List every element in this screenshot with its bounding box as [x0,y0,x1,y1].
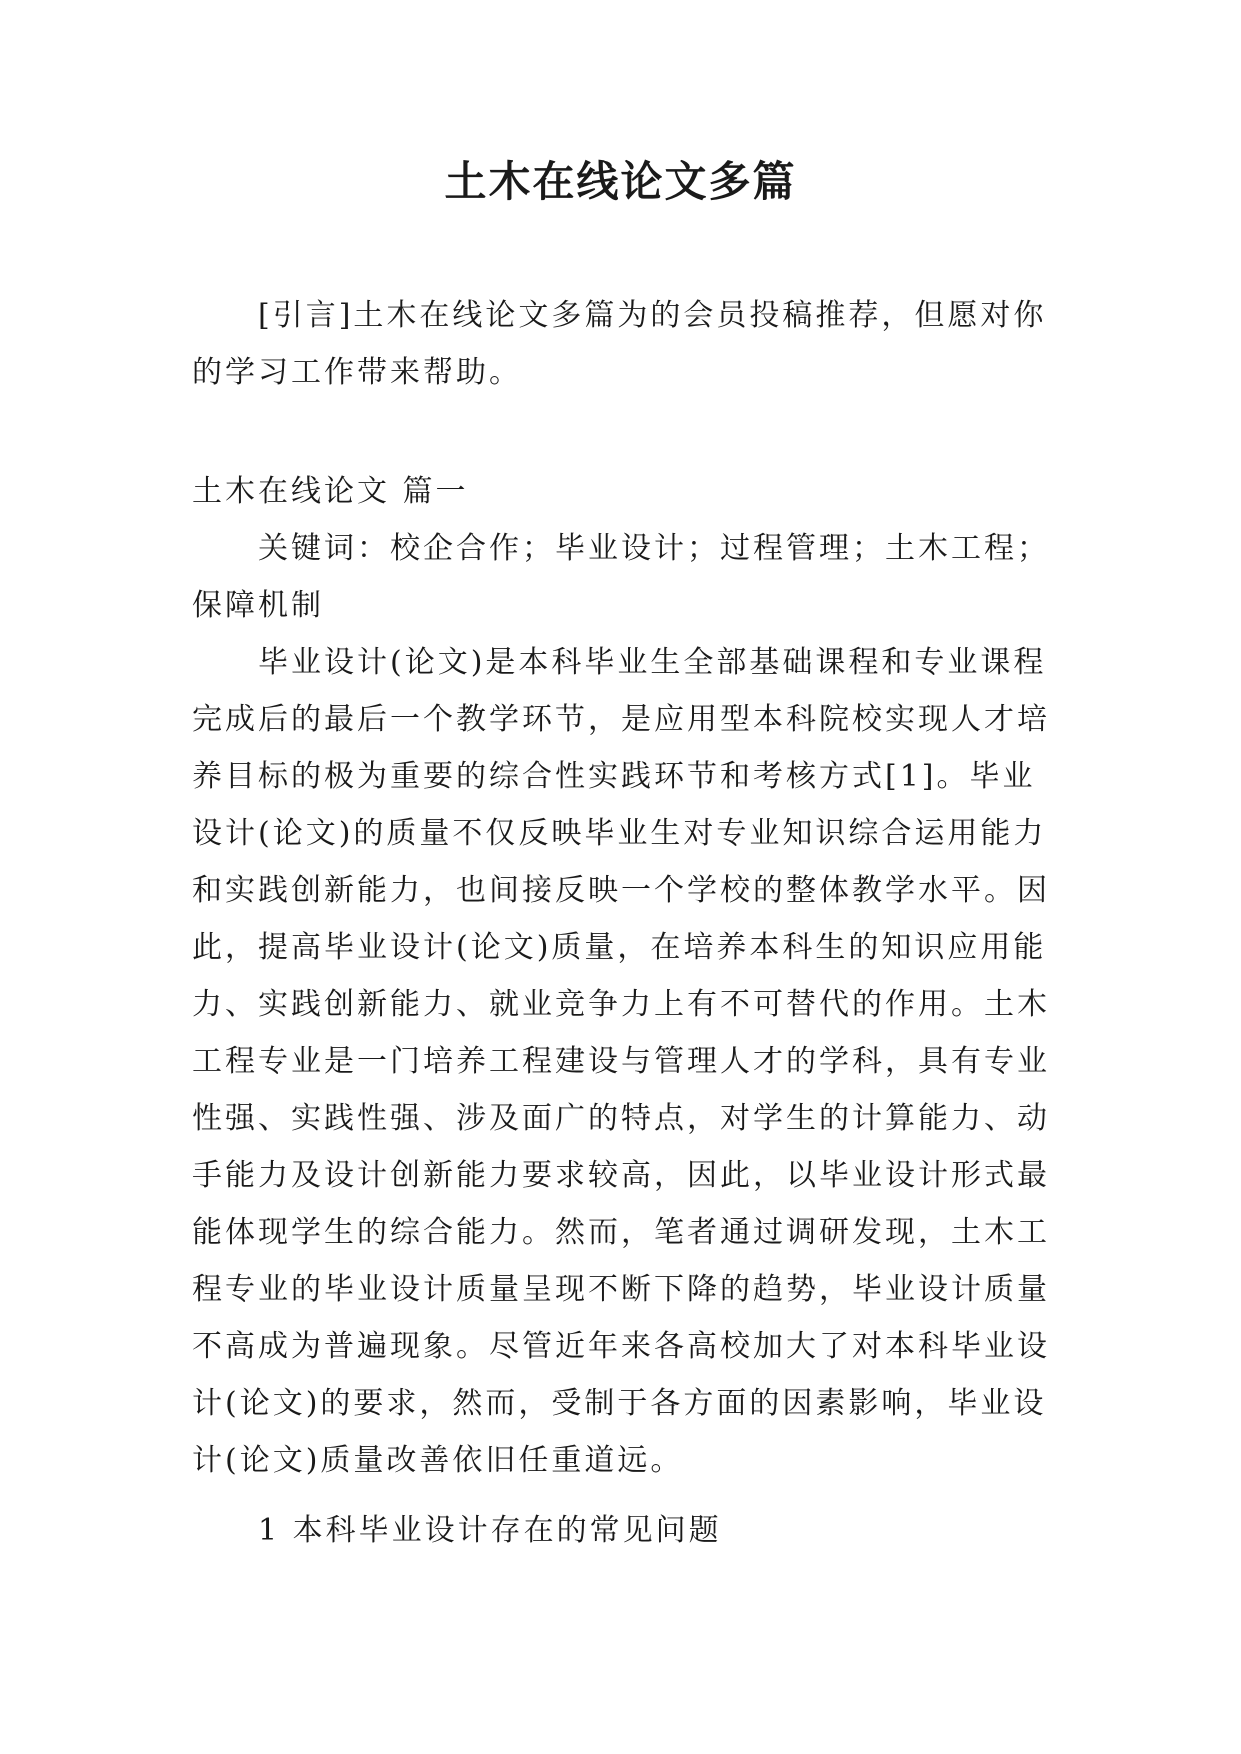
section-heading: 1 本科毕业设计存在的常见问题 [258,1513,722,1548]
body-paragraph: 毕业设计(论文)是本科毕业生全部基础课程和专业课程完成后的最后一个教学环节，是应用型本科院校实现人才培养目标的极为重要的综合性实践环节和考核方式[1]。毕业设计(论文)的质量不仅反映毕业生对专业知识综合运用能力和实践创新能力，也间接反映一个学校的整体教学水平。因此，提高毕业设计(论文)质量，在培养本科生的知识应用能力、实践创新能力、就业竞争力上有不可替代的作用。土木工程专业是一门培养工程建设与管理人才的学科，具有专业性强、实践性强、涉及面广的特点，对学生的计算能力、动手能力及设计创新能力要求较高，因此，以毕业设计形式最能体现学生的综合能力。然而，笔者通过调研发现，土木工程专业的毕业设计质量呈现不断下降的趋势，毕业设计质量不高成为普遍现象。尽管近年来各高校加大了对本科毕业设计(论文)的要求，然而，受制于各方面的因素影响，毕业设计(论文)质量改善依旧任重道远。 [192,645,1050,1478]
document-title: 土木在线论文多篇 [444,157,797,206]
intro-paragraph: [引言]土木在线论文多篇为的会员投稿推荐，但愿对你的学习工作带来帮助。 [192,298,1047,390]
article-heading: 土木在线论文 篇一 [192,474,469,509]
keywords-paragraph: 关键词：校企合作；毕业设计；过程管理；土木工程；保障机制 [192,531,1050,623]
